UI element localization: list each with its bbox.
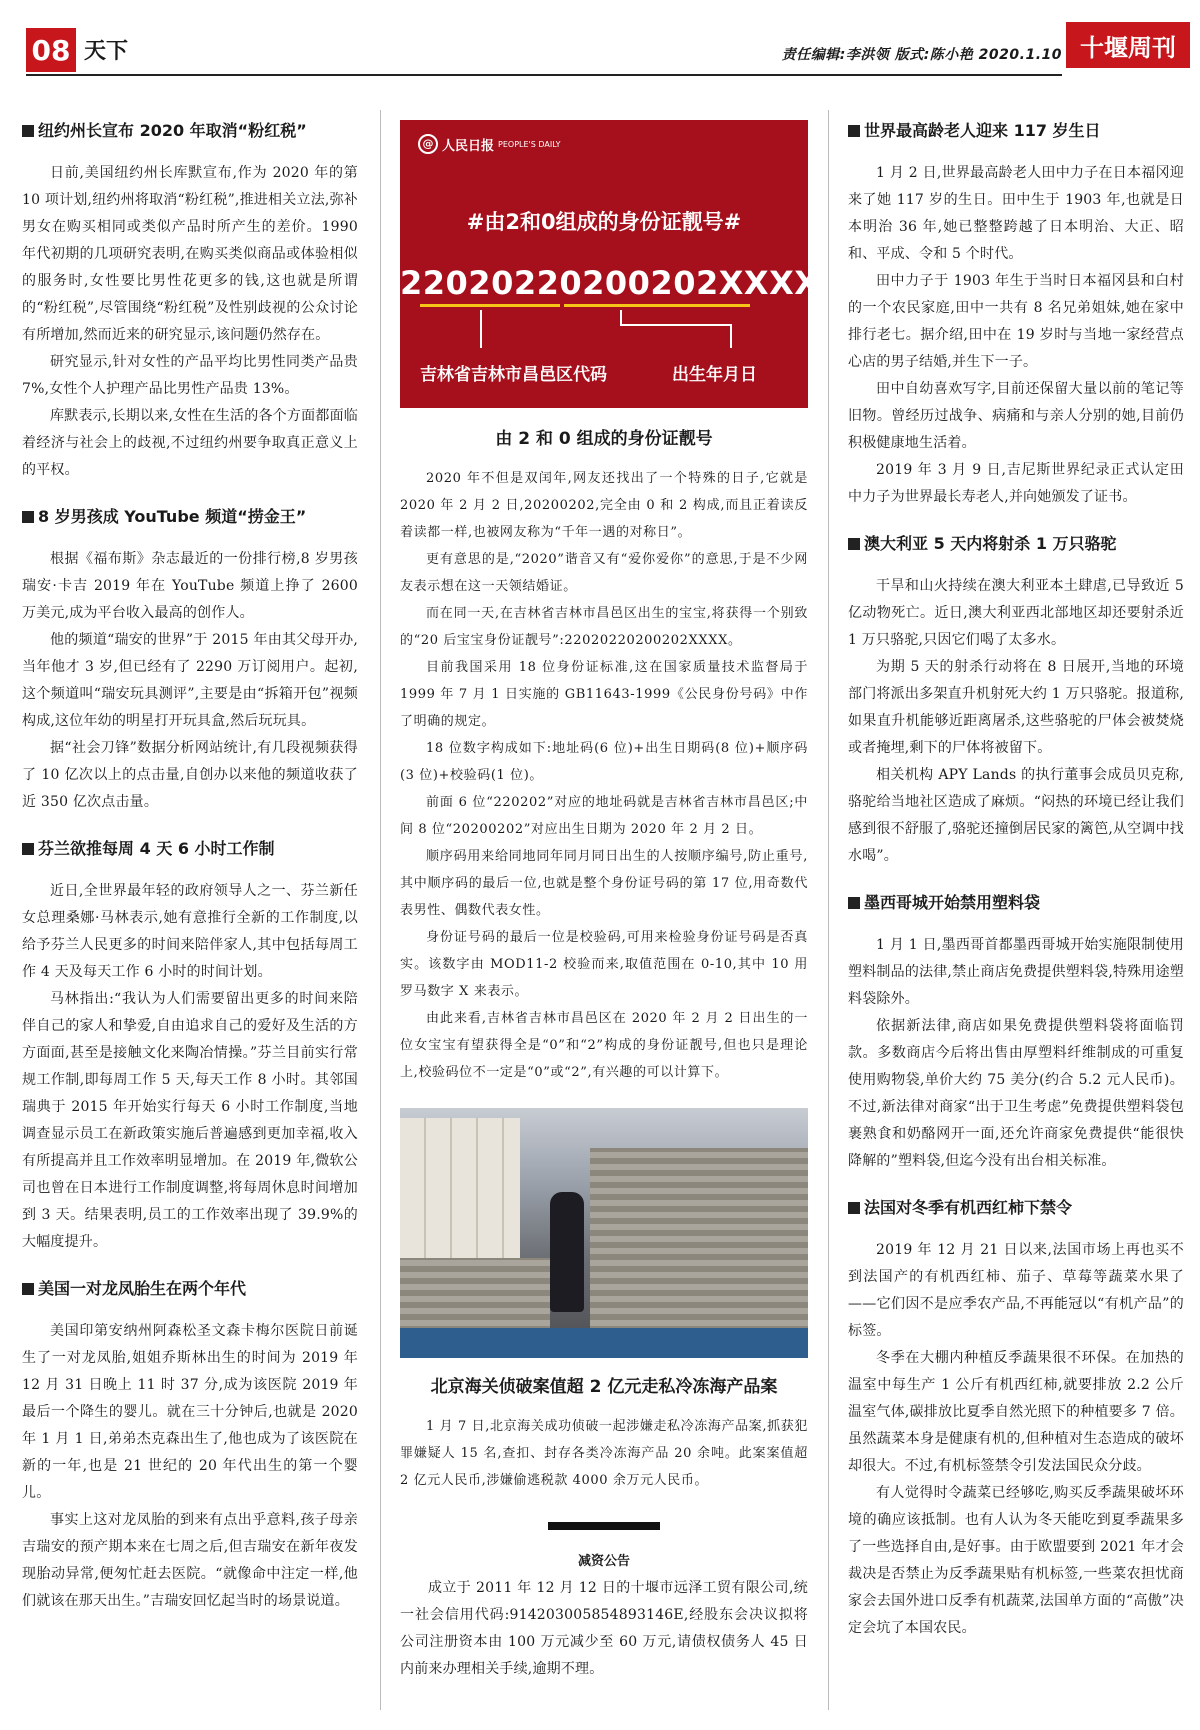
notice-paragraph: 成立于 2011 年 12 月 12 日的十堰市远泽工贸有限公司,统一社会信用代码:914203005854893146E,经股东会决议拟将公司注册资本由 100 万元减少至 60 万元,请债权债务人 45 日内前来办理相关手续,逾期不理。 xyxy=(400,1580,808,1677)
article-paragraph: 研究显示,针对女性的产品平均比男性同类产品贵 7%,女性个人护理产品比男性产品贵 13%。 xyxy=(22,354,358,397)
article-youtube-boy xyxy=(22,506,358,816)
article-paragraph: 为期 5 天的射杀行动将在 8 日展开,当地的环境部门将派出多架直升机射死大约 1 万只骆驼。报道称,如果直升机能够近距离屠杀,这些骆驼的尸体会被焚烧或者掩埋,剩下的尸体将被留下。 xyxy=(848,659,1184,756)
article-paragraph: 1 月 2 日,世界最高龄老人田中力子在日本福冈迎来了她 117 岁的生日。田中生于 1903 年,也就是日本明治 36 年,她已整整跨越了日本明治、大正、昭和、平成、令和 5 个时代。 xyxy=(848,165,1184,262)
article-paragraph: 而在同一天,在吉林省吉林市昌邑区出生的宝宝,将获得一个别致的“20 后宝宝身份证靓号”:22020220200202XXXX。 xyxy=(400,606,808,648)
bullet-square-icon xyxy=(848,125,860,137)
bullet-square-icon xyxy=(848,1202,860,1214)
column-divider xyxy=(380,110,381,1710)
underline-birthdate xyxy=(564,304,750,307)
bullet-square-icon xyxy=(848,538,860,550)
article-australia-camels xyxy=(848,533,1184,870)
article-paragraph: 据“社会刀锋”数据分析网站统计,有几段视频获得了 10 亿次以上的点击量,自创办以来他的频道收获了近 350 亿次点击量。 xyxy=(22,740,358,810)
section-name: 天下 xyxy=(84,39,129,64)
graphic-label-left: 吉林省吉林市昌邑区代码 xyxy=(420,365,607,385)
column-divider xyxy=(828,110,829,1710)
article-paragraph: 日前,美国纽约州长库默宣布,作为 2020 年的第 10 项计划,纽约州将取消“粉红税”,推进相关立法,弥补男女在购买相同或类似产品时所产生的差价。1990 年代初期的几项研究表明,在购买类似商品或体验相似的服务时,女性要比男性花更多的钱,这也就是所谓的“粉红税”,尽管围绕“粉红税”及性别歧视的公众讨论有所增加,然而近来的研究显示,该问题仍然存在。 xyxy=(22,165,358,343)
article-paragraph: 更有意思的是,“2020”谐音又有“爱你爱你”的意思,于是不少网友表示想在这一天领结婚证。 xyxy=(400,552,808,594)
customs-warehouse-photo xyxy=(400,1108,808,1358)
id-number-graphic xyxy=(400,120,820,408)
article-finland-workweek xyxy=(22,838,358,1256)
article-paragraph: 身份证号码的最后一位是校验码,可用来检验身份证号码是否真实。该数字由 MOD11-2 校验而来,取值范围在 0-10,其中 10 用罗马数字 X 来表示。 xyxy=(400,930,808,999)
masthead xyxy=(0,0,1200,80)
article-paragraph: 冬季在大棚内种植反季蔬果很不环保。在加热的温室中每生产 1 公斤有机西红柿,就要排放 2.2 公斤温室气体,碳排放比夏季自然光照下的种植要多 7 倍。虽然蔬菜本身是健康有机的,但种植对生态造成的破坏却很大。不过,有机标签禁令引发法国民众分歧。 xyxy=(848,1350,1184,1474)
notice-divider xyxy=(548,1522,660,1530)
photo-boxes xyxy=(400,1118,520,1278)
graphic-id-number: 22020220200202XXXX xyxy=(400,264,820,302)
notice-title: 减资公告 xyxy=(577,1554,630,1569)
bullet-square-icon xyxy=(22,125,34,137)
article-paragraph: 依据新法律,商店如果免费提供塑料袋将面临罚款。多数商店今后将出售由厚塑料纤维制成的可重复使用购物袋,单价大约 75 美分(约合 5.2 元人民币)。不过,新法律对商家“出于卫生考虑”免费提供塑料袋包裹熟食和奶酪网开一面,还允许商家免费提供“能很快降解的”塑料袋,但迄今没有出台相关标准。 xyxy=(848,1018,1184,1169)
right-column xyxy=(848,120,1184,1664)
article-paragraph: 他的频道“瑞安的世界”于 2015 年由其父母开办,当年他才 3 岁,但已经有了 2290 万订阅用户。起初,这个频道叫“瑞安玩具测评”,主要是由“拆箱开包”视频构成,这位年幼的明星打开玩具盒,然后玩玩具。 xyxy=(22,632,358,729)
article-paragraph: 由此来看,吉林省吉林市昌邑区在 2020 年 2 月 2 日出生的一位女宝宝有望获得全是“0”和“2”构成的身份证靓号,但也只是理论上,校验码位不一定是“0”或“2”,有兴趣的可以计算下。 xyxy=(400,1011,808,1080)
id-article-title: 由 2 和 0 组成的身份证靓号 xyxy=(495,429,713,449)
article-paragraph: 目前我国采用 18 位身份证标准,这在国家质量技术监督局于 1999 年 7 月 1 日实施的 GB11643-1999《公民身份号码》中作了明确的规定。 xyxy=(400,660,808,729)
article-paragraph: 1 月 1 日,墨西哥首都墨西哥城开始实施限制使用塑料制品的法律,禁止商店免费提供塑料袋,特殊用途塑料袋除外。 xyxy=(848,937,1184,1007)
article-paragraph: 相关机构 APY Lands 的执行董事会成员贝克称,骆驼给当地社区造成了麻烦。“闷热的环境已经让我们感到很不舒服了,骆驼还撞倒居民家的篱笆,从空调中找水喝”。 xyxy=(848,767,1184,864)
article-mexico-plastic xyxy=(848,892,1184,1175)
article-paragraph: 有人觉得时令蔬菜已经够吃,购买反季蔬果破坏环境的确应该抵制。也有人认为冬天能吃到夏季蔬果多了一些选择自由,是好事。由于欧盟要到 2021 年才会裁决是否禁止为反季蔬果贴有机标签,一些菜农担忧商家会去国外进口反季有机蔬菜,法国单方面的“高傲”决定会坑了本国农民。 xyxy=(848,1485,1184,1636)
underline-address xyxy=(420,304,560,307)
article-title: 世界最高龄老人迎来 117 岁生日 xyxy=(848,120,1184,142)
article-paragraph: 田中力子于 1903 年生于当时日本福冈县和白村的一个农民家庭,田中一共有 8 名兄弟姐妹,她在家中排行老七。据介绍,田中在 19 岁时与当地一家经营点心店的男子结婚,并生下一子。 xyxy=(848,273,1184,370)
article-paragraph: 美国印第安纳州阿森松圣文森卡梅尔医院日前诞生了一对龙凤胎,姐姐乔斯林出生的时间为 2019 年 12 月 31 日晚上 11 时 37 分,成为该医院 2019 年最后一个降生的婴儿。就在三十分钟后,也就是 2020 年 1 月 1 日,弟弟杰克森出生了,他也成为了该医院在新的一年,也是 21 世纪的 20 年代出生的第一个婴儿。 xyxy=(22,1323,358,1501)
article-title: 法国对冬季有机西红柿下禁令 xyxy=(848,1197,1184,1219)
editor-line: 责任编辑:李洪领 版式:陈小艳 2020.1.10 xyxy=(781,47,1062,63)
article-paragraph: 顺序码用来给同地同年同月同日出生的人按顺序编号,防止重号,其中顺序码的最后一位,也就是整个身份证号码的第 17 位,用奇数代表男性、偶数代表女性。 xyxy=(400,849,808,918)
article-paragraph: 2020 年不但是双闰年,网友还找出了一个特殊的日子,它就是 2020 年 2 月 2 日,20200202,完全由 0 和 2 构成,而且正着读反着读都一样,也被网友称为“千年一遇的对称日”。 xyxy=(400,471,808,540)
article-paragraph: 库默表示,长期以来,女性在生活的各个方面都面临着经济与社会上的歧视,不过纽约州要争取真正意义上的平权。 xyxy=(22,408,358,478)
header-rule xyxy=(26,74,1062,76)
bullet-square-icon xyxy=(848,897,860,909)
left-column xyxy=(22,120,358,1637)
page-number: 08 xyxy=(26,28,76,72)
at-icon: @ xyxy=(418,134,438,154)
article-title: 澳大利亚 5 天内将射杀 1 万只骆驼 xyxy=(848,533,1184,555)
photo-frozen-stack xyxy=(400,1258,550,1338)
middle-column xyxy=(400,120,820,1683)
graphic-label-right: 出生年月日 xyxy=(672,365,757,385)
connector-line xyxy=(730,324,732,348)
article-paragraph: 2019 年 3 月 9 日,吉尼斯世界纪录正式认定田中力子为世界最长寿老人,并向她颁发了证书。 xyxy=(848,462,1184,505)
newspaper-logo: 十堰周刊 xyxy=(1066,22,1190,68)
article-paragraph: 干旱和山火持续在澳大利亚本土肆虐,已导致近 5 亿动物死亡。近日,澳大利亚西北部地区却还要射杀近 1 万只骆驼,只因它们喝了太多水。 xyxy=(848,578,1184,648)
connector-line xyxy=(620,310,622,324)
bullet-square-icon xyxy=(22,843,34,855)
customs-article-title: 北京海关侦破案值超 2 亿元走私冷冻海产品案 xyxy=(430,1377,778,1397)
article-oldest-person xyxy=(848,120,1184,511)
article-paragraph: 18 位数字构成如下:地址码(6 位)+出生日期码(8 位)+顺序码(3 位)+校验码(1 位)。 xyxy=(400,741,808,783)
connector-line xyxy=(620,324,730,326)
graphic-hashtag: #由2和0组成的身份证靓号# xyxy=(466,210,742,234)
article-paragraph: 2019 年 12 月 21 日以来,法国市场上再也买不到法国产的有机西红柿、茄子、草莓等蔬菜水果了——它们因不是应季农产品,不再能冠以“有机产品”的标签。 xyxy=(848,1242,1184,1339)
photo-officer xyxy=(550,1192,584,1312)
bullet-square-icon xyxy=(22,1283,34,1295)
connector-line xyxy=(480,310,482,348)
photo-frozen-stack xyxy=(590,1148,808,1338)
article-paragraph: 马林指出:“我认为人们需要留出更多的时间来陪伴自己的家人和挚爱,自由追求自己的爱好及生活的方方面面,甚至是接触文化来陶冶情操。”芬兰目前实行常规工作制,即每周工作 5 天,每天工作 8 小时。其邻国瑞典于 2015 年开始实行每天 6 小时工作制度,当地调查显示员工在新政策实施后普遍感到更加幸福,收入有所提高并且工作效率明显增加。在 2019 年,微软公司也曾在日本进行工作制度调整,将每周休息时间增加到 3 天。结果表明,员工的工作效率出现了 39.9%的大幅度提升。 xyxy=(22,991,358,1250)
article-title: 8 岁男孩成 YouTube 频道“捞金王” xyxy=(22,506,358,528)
photo-floor xyxy=(400,1328,808,1358)
article-paragraph: 事实上这对龙凤胎的到来有点出乎意料,孩子母亲吉瑞安的预产期本来在七周之后,但吉瑞安在新年夜发现胎动异常,便匆忙赶去医院。“就像命中注定一样,他们就该在那天出生。”吉瑞安回忆起当时的场景说道。 xyxy=(22,1512,358,1609)
article-title: 墨西哥城开始禁用塑料袋 xyxy=(848,892,1184,914)
peoples-daily-brand: @ 人民日报 PEOPLE'S DAILY xyxy=(418,134,560,154)
article-paragraph: 1 月 7 日,北京海关成功侦破一起涉嫌走私冷冻海产品案,抓获犯罪嫌疑人 15 名,查扣、封存各类冷冻海产品 20 余吨。此案案值超 2 亿元人民币,涉嫌偷逃税款 4000 余万元人民币。 xyxy=(400,1419,808,1488)
article-france-tomatoes xyxy=(848,1197,1184,1642)
article-paragraph: 前面 6 位“220202”对应的地址码就是吉林省吉林市昌邑区;中间 8 位“20200202”对应出生日期为 2020 年 2 月 2 日。 xyxy=(400,795,808,837)
article-title: 芬兰欲推每周 4 天 6 小时工作制 xyxy=(22,838,358,860)
bullet-square-icon xyxy=(22,511,34,523)
article-title: 纽约州长宣布 2020 年取消“粉红税” xyxy=(22,120,358,142)
article-pink-tax xyxy=(22,120,358,484)
article-paragraph: 根据《福布斯》杂志最近的一份排行榜,8 岁男孩瑞安·卡吉 2019 年在 YouTube 频道上挣了 2600 万美元,成为平台收入最高的创作人。 xyxy=(22,551,358,621)
article-twins xyxy=(22,1278,358,1615)
article-paragraph: 近日,全世界最年轻的政府领导人之一、芬兰新任女总理桑娜·马林表示,她有意推行全新的工作制度,以给予芬兰人民更多的时间来陪伴家人,其中包括每周工作 4 天及每天工作 6 小时的时间计划。 xyxy=(22,883,358,980)
article-paragraph: 田中自幼喜欢写字,目前还保留大量以前的笔记等旧物。曾经历过战争、病痛和与亲人分别的她,目前仍积极健康地生活着。 xyxy=(848,381,1184,451)
article-title: 美国一对龙凤胎生在两个年代 xyxy=(22,1278,358,1300)
